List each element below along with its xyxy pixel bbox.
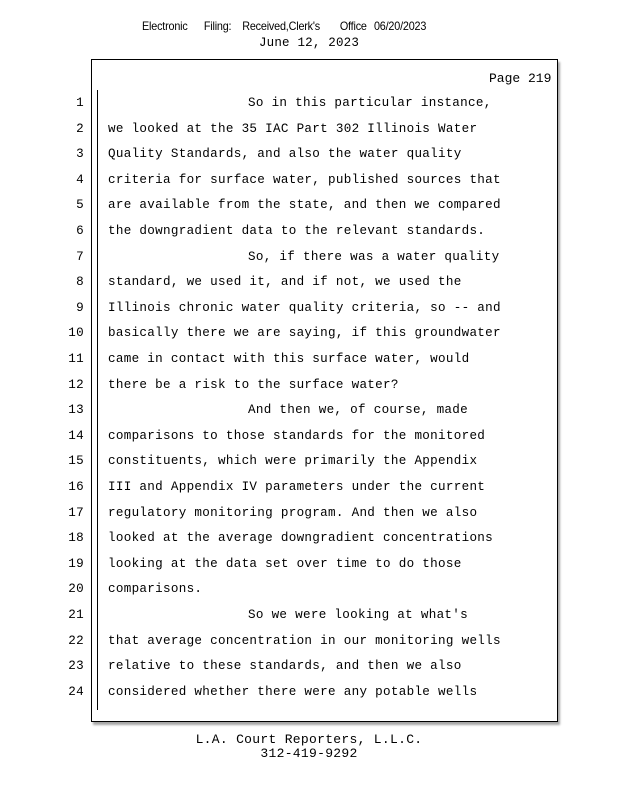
line-text: So, if there was a water quality (248, 249, 500, 264)
filing-stamp-office: Office (339, 19, 367, 33)
line-number: 15 (68, 454, 84, 469)
filing-stamp-filing: Filing: (203, 19, 232, 33)
line-text: Quality Standards, and also the water quality (108, 147, 462, 162)
line-number: 1 (76, 96, 84, 110)
transcript-line (0, 198, 618, 218)
transcript-line (0, 173, 618, 193)
filing-stamp-electronic: Electronic (142, 19, 188, 33)
reporter-phone: 312-419-9292 (260, 746, 358, 761)
line-text: looking at the data set over time to do those (108, 556, 462, 571)
line-number: 17 (68, 505, 84, 520)
line-text: And then we, of course, made (248, 403, 469, 418)
line-text: relative to these standards, and then we also (108, 659, 462, 674)
line-number: 6 (76, 224, 84, 238)
reporter-company: L.A. Court Reporters, L.L.C. (195, 732, 423, 747)
transcript-line (0, 582, 618, 602)
line-number: 2 (76, 121, 84, 136)
line-number: 16 (68, 480, 84, 494)
line-number: 23 (68, 659, 84, 674)
transcript-line (0, 326, 618, 346)
line-text: are available from the state, and then we compared (108, 198, 501, 213)
line-number: 21 (68, 608, 84, 622)
line-text: comparisons. (108, 582, 203, 597)
line-text: Illinois chronic water quality criteria, so -- and (108, 300, 501, 315)
page-number: Page 219 (489, 71, 552, 86)
transcript-line (0, 122, 618, 142)
filing-stamp-date: 06/20/2023 (373, 19, 427, 33)
hearing-date: June 12, 2023 (258, 36, 360, 50)
line-number: 18 (68, 531, 84, 546)
transcript-line (0, 403, 618, 423)
line-text: comparisons to those standards for the monitored (108, 428, 486, 443)
transcript-line (0, 685, 618, 705)
filing-stamp (142, 19, 426, 33)
transcript-line (0, 147, 618, 167)
line-number: 24 (68, 684, 84, 699)
line-text: considered whether there were any potable wells (108, 684, 478, 699)
line-number: 20 (68, 582, 84, 597)
line-text: criteria for surface water, published sources that (108, 172, 501, 187)
transcript-line (0, 301, 618, 321)
line-text: there be a risk to the surface water? (108, 377, 399, 392)
line-number: 22 (68, 633, 84, 648)
filing-stamp-received: Received,Clerk's (242, 19, 321, 33)
line-number: 3 (76, 147, 84, 162)
line-number: 5 (76, 198, 84, 213)
transcript-line (0, 454, 618, 474)
transcript-line (0, 275, 618, 295)
line-text: regulatory monitoring program. And then we also (108, 505, 478, 520)
line-text: came in contact with this surface water, would (108, 352, 470, 366)
line-text: constituents, which were primarily the Appendix (108, 454, 478, 469)
line-text: the downgradient data to the relevant standards. (108, 224, 486, 238)
line-number: 19 (68, 556, 84, 571)
line-text: that average concentration in our monitoring wells (108, 633, 501, 648)
line-number: 14 (68, 428, 84, 443)
line-number: 12 (68, 377, 84, 392)
line-number: 10 (68, 326, 84, 341)
line-text: So in this particular instance, (248, 96, 492, 110)
line-number: 11 (68, 352, 84, 366)
transcript-line (0, 429, 618, 449)
line-number: 8 (76, 275, 84, 290)
line-number: 7 (76, 249, 84, 264)
line-number: 13 (68, 403, 84, 418)
transcript-line (0, 352, 618, 372)
line-text: basically there we are saying, if this groundwater (108, 326, 501, 341)
transcript-line (0, 557, 618, 577)
line-text: III and Appendix IV parameters under the current (108, 480, 486, 494)
line-text: looked at the average downgradient concentrations (108, 531, 494, 546)
line-text: standard, we used it, and if not, we used the (108, 275, 462, 290)
line-number: 4 (76, 172, 84, 187)
line-text: So we were looking at what's (248, 608, 469, 622)
transcript-line (0, 378, 618, 398)
transcript-line (0, 608, 618, 628)
transcript-line (0, 480, 618, 500)
transcript-line (0, 224, 618, 244)
line-text: we looked at the 35 IAC Part 302 Illinois Water (108, 121, 478, 136)
transcript-line (0, 96, 618, 116)
transcript-line (0, 250, 618, 270)
transcript-line (0, 506, 618, 526)
transcript-line (0, 659, 618, 679)
line-number: 9 (76, 300, 84, 315)
transcript-line (0, 531, 618, 551)
transcript-line (0, 634, 618, 654)
